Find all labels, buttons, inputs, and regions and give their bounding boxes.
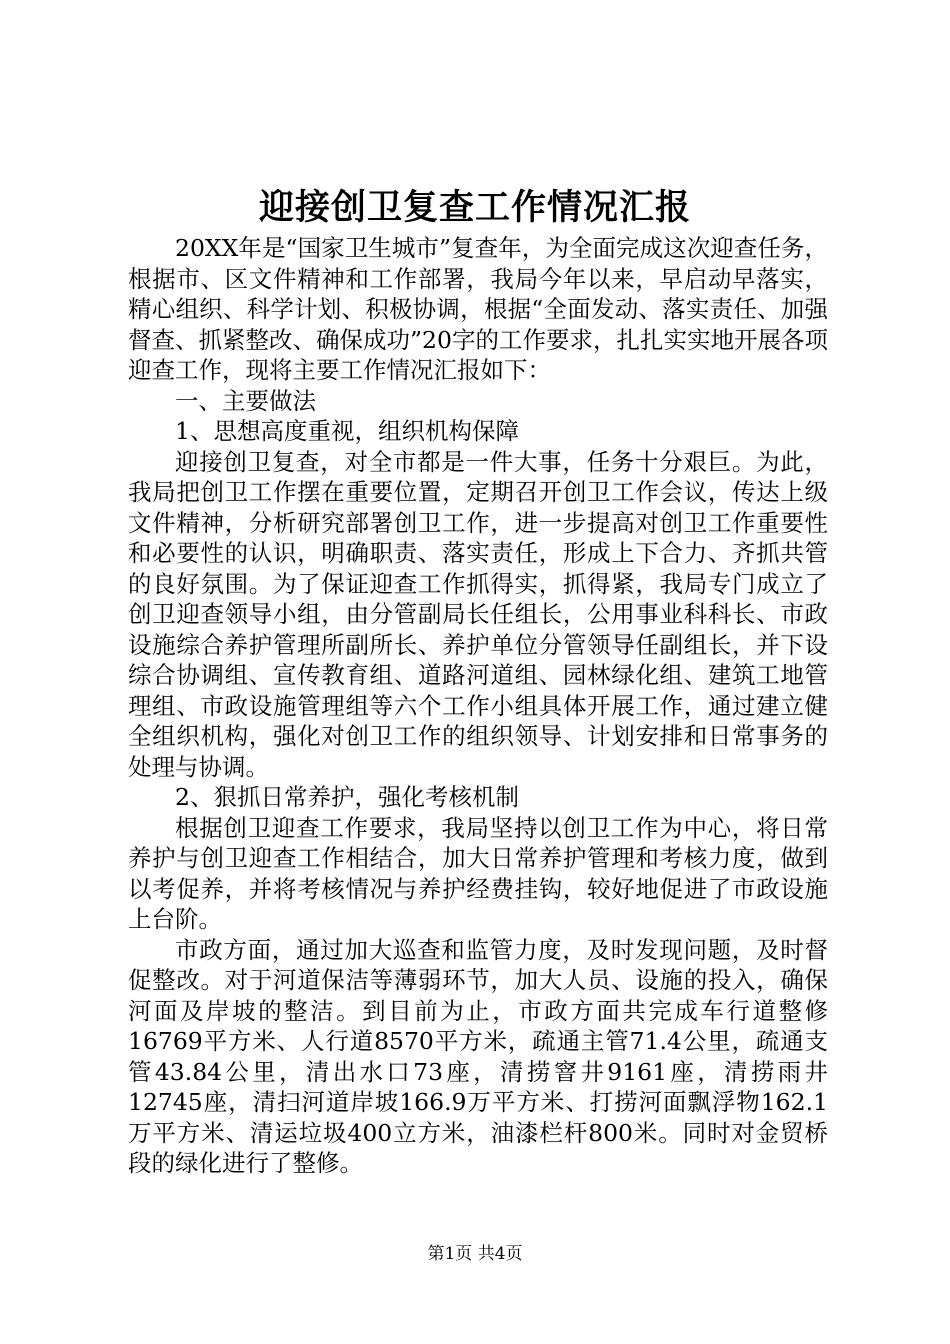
paragraph-organization: 迎接创卫复查，对全市都是一件大事，任务十分艰巨。为此，我局把创卫工作摆在重要位置，定期召开创卫工作会议，传达上级文件精神，分析研究部署创卫工作，进一步提高对创卫工作重要性和必要性的认识，明确职责、落实责任，形成上下合力、齐抓共管的良好氛围。为了保证迎查工作抓得实，抓得紧，我局专门成立了创卫迎查领导小组，由分管副局长任组长，公用事业科科长、市政设施综合养护管理所副所长、养护单位分管领导任副组长，并下设综合协调组、宣传教育组、道路河道组、园林绿化组、建筑工地管理组、市政设施管理组等六个工作小组具体开展工作，通过建立健全组织机构，强化对创卫工作的组织领导、计划安排和日常事务的处理与协调。 xyxy=(128,447,828,781)
subheading-organization: 1、思想高度重视，组织机构保障 xyxy=(175,417,519,445)
subheading-maintenance: 2、狠抓日常养护，强化考核机制 xyxy=(175,783,519,811)
paragraph-municipal: 市政方面，通过加大巡查和监管力度，及时发现问题，及时督促整改。对于河道保洁等薄弱环节，加大人员、设施的投入，确保河面及岸坡的整洁。到目前为止，市政方面共完成车行道整修16769平方米、人行道8570平方米，疏通主管71.4公里，疏通支管43.84公里，清出水口73座，清捞窨井9161座，清捞雨井12745座，清扫河道岸坡166.9万平方米、打捞河面飘浮物162.1万平方米、清运垃圾400立方米，油漆栏杆800米。同时对金贸桥段的绿化进行了整修。 xyxy=(128,935,828,1177)
document-title: 迎接创卫复查工作情况汇报 xyxy=(258,187,691,228)
document-body xyxy=(128,233,828,1179)
intro-paragraph: 20XX年是“国家卫生城市”复查年，为全面完成这次迎查任务，根据市、区文件精神和工作部署，我局今年以来，早启动早落实，精心组织、科学计划、积极协调，根据“全面发动、落实责任、加强督查、抓紧整改、确保成功”20字的工作要求，扎扎实实地开展各项迎查工作，现将主要工作情况汇报如下： xyxy=(128,234,828,384)
section-heading-main-practices: 一、主要做法 xyxy=(175,386,316,415)
paragraph-maintenance: 根据创卫迎查工作要求，我局坚持以创卫工作为中心，将日常养护与创卫迎查工作相结合，加大日常养护管理和考核力度，做到以考促养，并将考核情况与养护经费挂钩，较好地促进了市政设施上台阶。 xyxy=(128,813,828,933)
page-number-footer: 第1页 共4页 xyxy=(427,1244,523,1264)
